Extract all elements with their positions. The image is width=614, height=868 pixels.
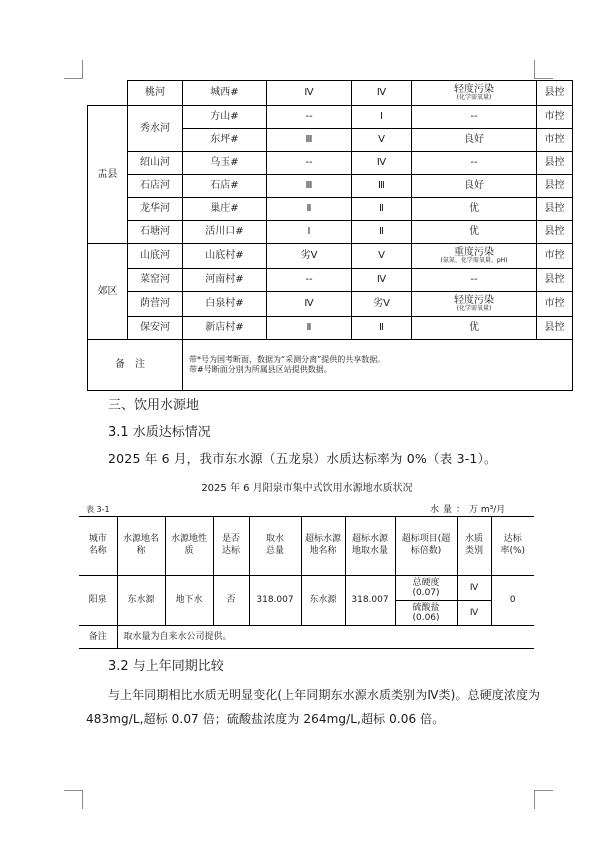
col-header: 超标项目(超标倍数) [395,517,457,576]
section-name: 河南村# [183,269,267,292]
river-name: 石店河 [128,175,183,198]
unit-note [430,502,505,515]
control-level: 市控 [537,129,573,152]
note-text: 取水量为自来水公司提供。 [117,626,534,649]
col-header: 水源地名称 [117,517,165,576]
over-item-cell [395,601,457,626]
control-level: 县控 [537,221,573,244]
subsection-heading-2: 3.2 与上年同期比较 [108,659,224,674]
note-label: 备注 [88,340,183,391]
cur-class: Ⅲ [352,175,412,198]
district-name: 盂县 [88,106,128,244]
control-level: 市控 [537,292,573,317]
over-item-multiple: (0.07) [412,588,440,598]
prev-class: -- [267,269,352,292]
note-text [183,340,573,391]
status-text: -- [412,269,537,292]
over-item-name: 总硬度 [412,577,440,588]
river-name: 山底河 [128,244,183,269]
river-name: 绍山河 [128,152,183,175]
section-name: 巢庄# [183,198,267,221]
prev-class: Ⅰ [267,221,352,244]
table-row [88,106,573,129]
control-level: 县控 [537,152,573,175]
status-text: 轻度污染 [454,294,494,306]
standard-cell: 否 [213,576,249,626]
river-name: 秀水河 [128,106,183,152]
table-row [88,244,573,269]
col-header: 是否达标 [213,517,249,576]
col-header: 达标率(%) [491,517,534,576]
cur-class: Ⅳ [352,152,412,175]
table-row [88,221,573,244]
table-caption: 2025 年 6 月阳泉市集中式饮用水源地水质状况 [201,483,413,494]
prev-class: Ⅲ [267,175,352,198]
crop-mark-bottom-right [534,790,553,809]
cur-class: Ⅱ [352,221,412,244]
source-cell: 东水源 [117,576,165,626]
table-row [88,269,573,292]
river-name: 龙华河 [128,198,183,221]
paragraph-2: 与上年同期相比水质无明显变化(上年同期东水源水质类别为Ⅳ类)。总硬度浓度为 483mg/L,超标 0.07 倍；硫酸盐浓度为 264mg/L,超标 0.06 倍。 [86,688,541,726]
status-text: 良好 [412,175,537,198]
paragraph-1: 2025 年 6 月，我市东水源（五龙泉）水质达标率为 0%（表 3-1）。 [108,451,497,466]
cur-class: Ⅴ [352,244,412,269]
cur-class: Ⅴ [352,129,412,152]
table-row [88,292,573,317]
table-row [88,175,573,198]
table-note-row [88,340,573,391]
table-row [88,317,573,340]
cur-class: Ⅱ [352,198,412,221]
col-header: 超标水源地取水量 [345,517,395,576]
river-name: 保安河 [128,317,183,340]
crop-mark-top-right [534,60,553,79]
section-name: 山底村# [183,244,267,269]
table-header-row [79,517,534,576]
control-level: 市控 [537,106,573,129]
section-name: 新店村# [183,317,267,340]
status-cell [412,292,537,317]
col-header: 取水总量 [249,517,301,576]
status-text: 优 [412,198,537,221]
table-row [79,576,534,601]
status-text: -- [412,152,537,175]
prev-class: Ⅱ [267,198,352,221]
cur-class: Ⅰ [352,106,412,129]
subsection-heading-1: 3.1 水质达标情况 [108,425,211,440]
control-level: 县控 [537,198,573,221]
cur-class: 劣Ⅴ [352,292,412,317]
control-level: 县控 [537,175,573,198]
status-text: 良好 [412,129,537,152]
unit-label: 水量： [430,505,470,515]
prev-class: 劣Ⅴ [267,244,352,269]
section-name: 活川口# [183,221,267,244]
water-quality-table [87,80,573,391]
control-level: 市控 [537,244,573,269]
over-item-multiple: (0.06) [412,613,440,623]
cur-class: Ⅱ [352,317,412,340]
note-label: 备注 [79,626,117,649]
over-item-name: 硫酸盐 [412,602,440,613]
status-text: 优 [412,221,537,244]
status-note: (化学需氧量) [456,305,492,313]
cur-class: Ⅳ [352,81,412,106]
status-note: (化学需氧量) [456,94,492,102]
prev-class: -- [267,152,352,175]
city-cell: 阳泉 [79,576,117,626]
control-level: 县控 [537,81,573,106]
river-name: 石塘河 [128,221,183,244]
rate-cell: 0 [491,576,534,626]
section-name: 东坪# [183,129,267,152]
section-name: 石店# [183,175,267,198]
status-note: (氨氮、化学需氧量、pH) [440,257,508,265]
col-header: 水质类别 [457,517,491,576]
crop-mark-bottom-left [64,790,83,809]
over-volume-cell: 318.007 [345,576,395,626]
control-level: 县控 [537,317,573,340]
district-name: 郊区 [88,244,128,340]
class-cell: Ⅳ [457,576,491,601]
section-heading: 三、饮用水源地 [108,398,200,413]
table-row [88,81,573,106]
river-name: 菜窑河 [128,269,183,292]
prev-class: Ⅳ [267,81,352,106]
class-cell: Ⅳ [457,601,491,626]
cur-class: Ⅳ [352,269,412,292]
drinking-water-table [79,516,534,649]
section-name: 白泉村# [183,292,267,317]
col-header: 水源地性质 [165,517,213,576]
status-text: 轻度污染 [454,83,494,95]
note-line-2: 带#号断面分别为所属县区站提供数据。 [189,365,332,374]
prev-class: -- [267,106,352,129]
status-text: 优 [412,317,537,340]
prev-class: Ⅲ [267,129,352,152]
nature-cell: 地下水 [165,576,213,626]
prev-class: Ⅱ [267,317,352,340]
status-cell [412,244,537,269]
status-text: 重度污染 [454,246,494,258]
control-level: 县控 [537,269,573,292]
table-row [88,152,573,175]
total-cell: 318.007 [249,576,301,626]
crop-mark-top-left [64,60,83,79]
prev-class: Ⅳ [267,292,352,317]
status-cell [412,81,537,106]
table-number: 表 3-1 [86,505,110,514]
col-header: 超标水源地名称 [301,517,345,576]
col-header: 城市名称 [79,517,117,576]
section-name: 方山# [183,106,267,129]
table-note-row [79,626,534,649]
river-name: 桃河 [128,81,183,106]
note-line-1: 带*号为国考断面，数据为“采测分离”提供的共享数据。 [189,355,386,364]
river-name: 荫营河 [128,292,183,317]
over-name-cell: 东水源 [301,576,345,626]
over-item-cell [395,576,457,601]
section-name: 城西# [183,81,267,106]
status-text: -- [412,106,537,129]
unit-value: 万 m³/月 [469,505,506,515]
section-name: 乌玉# [183,152,267,175]
table-row [88,198,573,221]
